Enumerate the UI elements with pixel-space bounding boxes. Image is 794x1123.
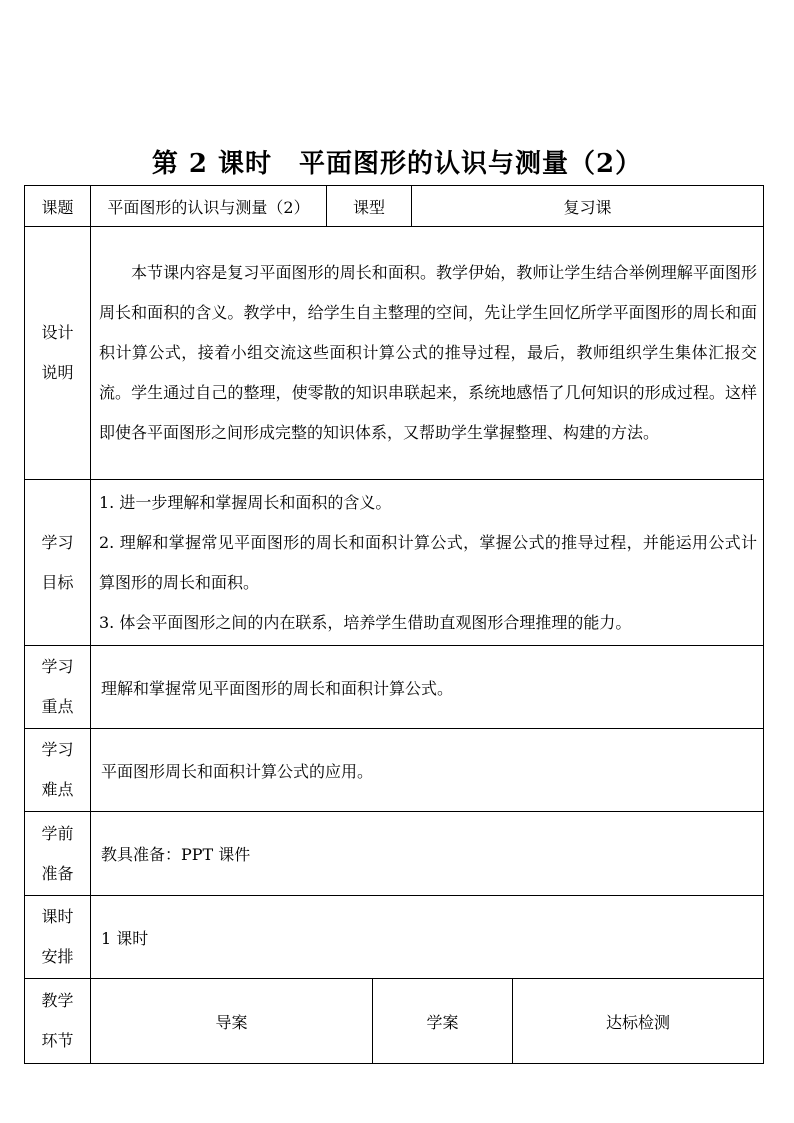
label-key-points xyxy=(25,646,91,729)
lesson-plan-table xyxy=(24,185,764,1064)
page-title: 第 2 课时 平面图形的认识与测量（2） xyxy=(151,149,643,179)
row-stages xyxy=(25,979,764,1064)
row-topic xyxy=(25,186,764,227)
goal-item-1: 1. 进一步理解和掌握周长和面积的含义。 xyxy=(99,492,392,512)
schedule-text: 1 课时 xyxy=(91,896,764,979)
stage-guide-header: 导案 xyxy=(91,979,373,1064)
label-difficulties-line2: 难点 xyxy=(41,780,74,799)
label-design-line2: 说明 xyxy=(41,363,74,382)
row-key-points xyxy=(25,646,764,729)
label-stages-line2: 环节 xyxy=(41,1031,74,1050)
label-difficulties-line1: 学习 xyxy=(41,740,74,759)
lesson-type-value: 复习课 xyxy=(412,186,764,227)
design-text-cell xyxy=(91,227,764,480)
goals-cell xyxy=(91,480,764,646)
label-stages-line1: 教学 xyxy=(41,991,74,1010)
row-preparation xyxy=(25,812,764,896)
preparation-text: 教具准备：PPT 课件 xyxy=(91,812,764,896)
label-preparation xyxy=(25,812,91,896)
label-difficulties xyxy=(25,729,91,812)
label-goals-line1: 学习 xyxy=(41,532,74,552)
label-schedule xyxy=(25,896,91,979)
goal-item-3: 3. 体会平面图形之间的内在联系，培养学生借助直观图形合理推理的能力。 xyxy=(99,612,632,632)
goal-item-2: 2. 理解和掌握常见平面图形的周长和面积计算公式，掌握公式的推导过程，并能运用公式计算图形的周长和面积。 xyxy=(99,532,758,592)
design-text: 本节课内容是复习平面图形的周长和面积。教学伊始，教师让学生结合举例理解平面图形周长和面积的含义。教学中，给学生自主整理的空间，先让学生回忆所学平面图形的周长和面积计算公式，接着小组交流这些面积计算公式的推导过程，最后，教师组织学生集体汇报交流。学生通过自己的整理，使零散的知识串联起来，系统地感悟了几何知识的形成过程。这样即使各平面图形之间形成完整的知识体系，又帮助学生掌握整理、构建的方法。 xyxy=(99,263,758,442)
label-goals xyxy=(25,480,91,646)
label-stages xyxy=(25,979,91,1064)
label-preparation-line1: 学前 xyxy=(41,823,74,843)
stage-check-header: 达标检测 xyxy=(513,979,764,1064)
label-goals-line2: 目标 xyxy=(41,572,74,592)
row-difficulties xyxy=(25,729,764,812)
label-schedule-line1: 课时 xyxy=(41,907,74,926)
label-schedule-line2: 安排 xyxy=(41,947,74,966)
label-key-points-line1: 学习 xyxy=(41,657,74,676)
difficulties-text: 平面图形周长和面积计算公式的应用。 xyxy=(91,729,764,812)
row-goals xyxy=(25,480,764,646)
row-schedule xyxy=(25,896,764,979)
label-preparation-line2: 准备 xyxy=(41,863,74,883)
stage-study-header: 学案 xyxy=(373,979,513,1064)
label-topic: 课题 xyxy=(25,186,91,227)
topic-value: 平面图形的认识与测量（2） xyxy=(91,186,327,227)
label-design-line1: 设计 xyxy=(41,323,74,342)
row-design xyxy=(25,227,764,480)
key-points-text: 理解和掌握常见平面图形的周长和面积计算公式。 xyxy=(91,646,764,729)
label-lesson-type: 课型 xyxy=(327,186,412,227)
label-key-points-line2: 重点 xyxy=(41,697,74,716)
label-design xyxy=(25,227,91,480)
